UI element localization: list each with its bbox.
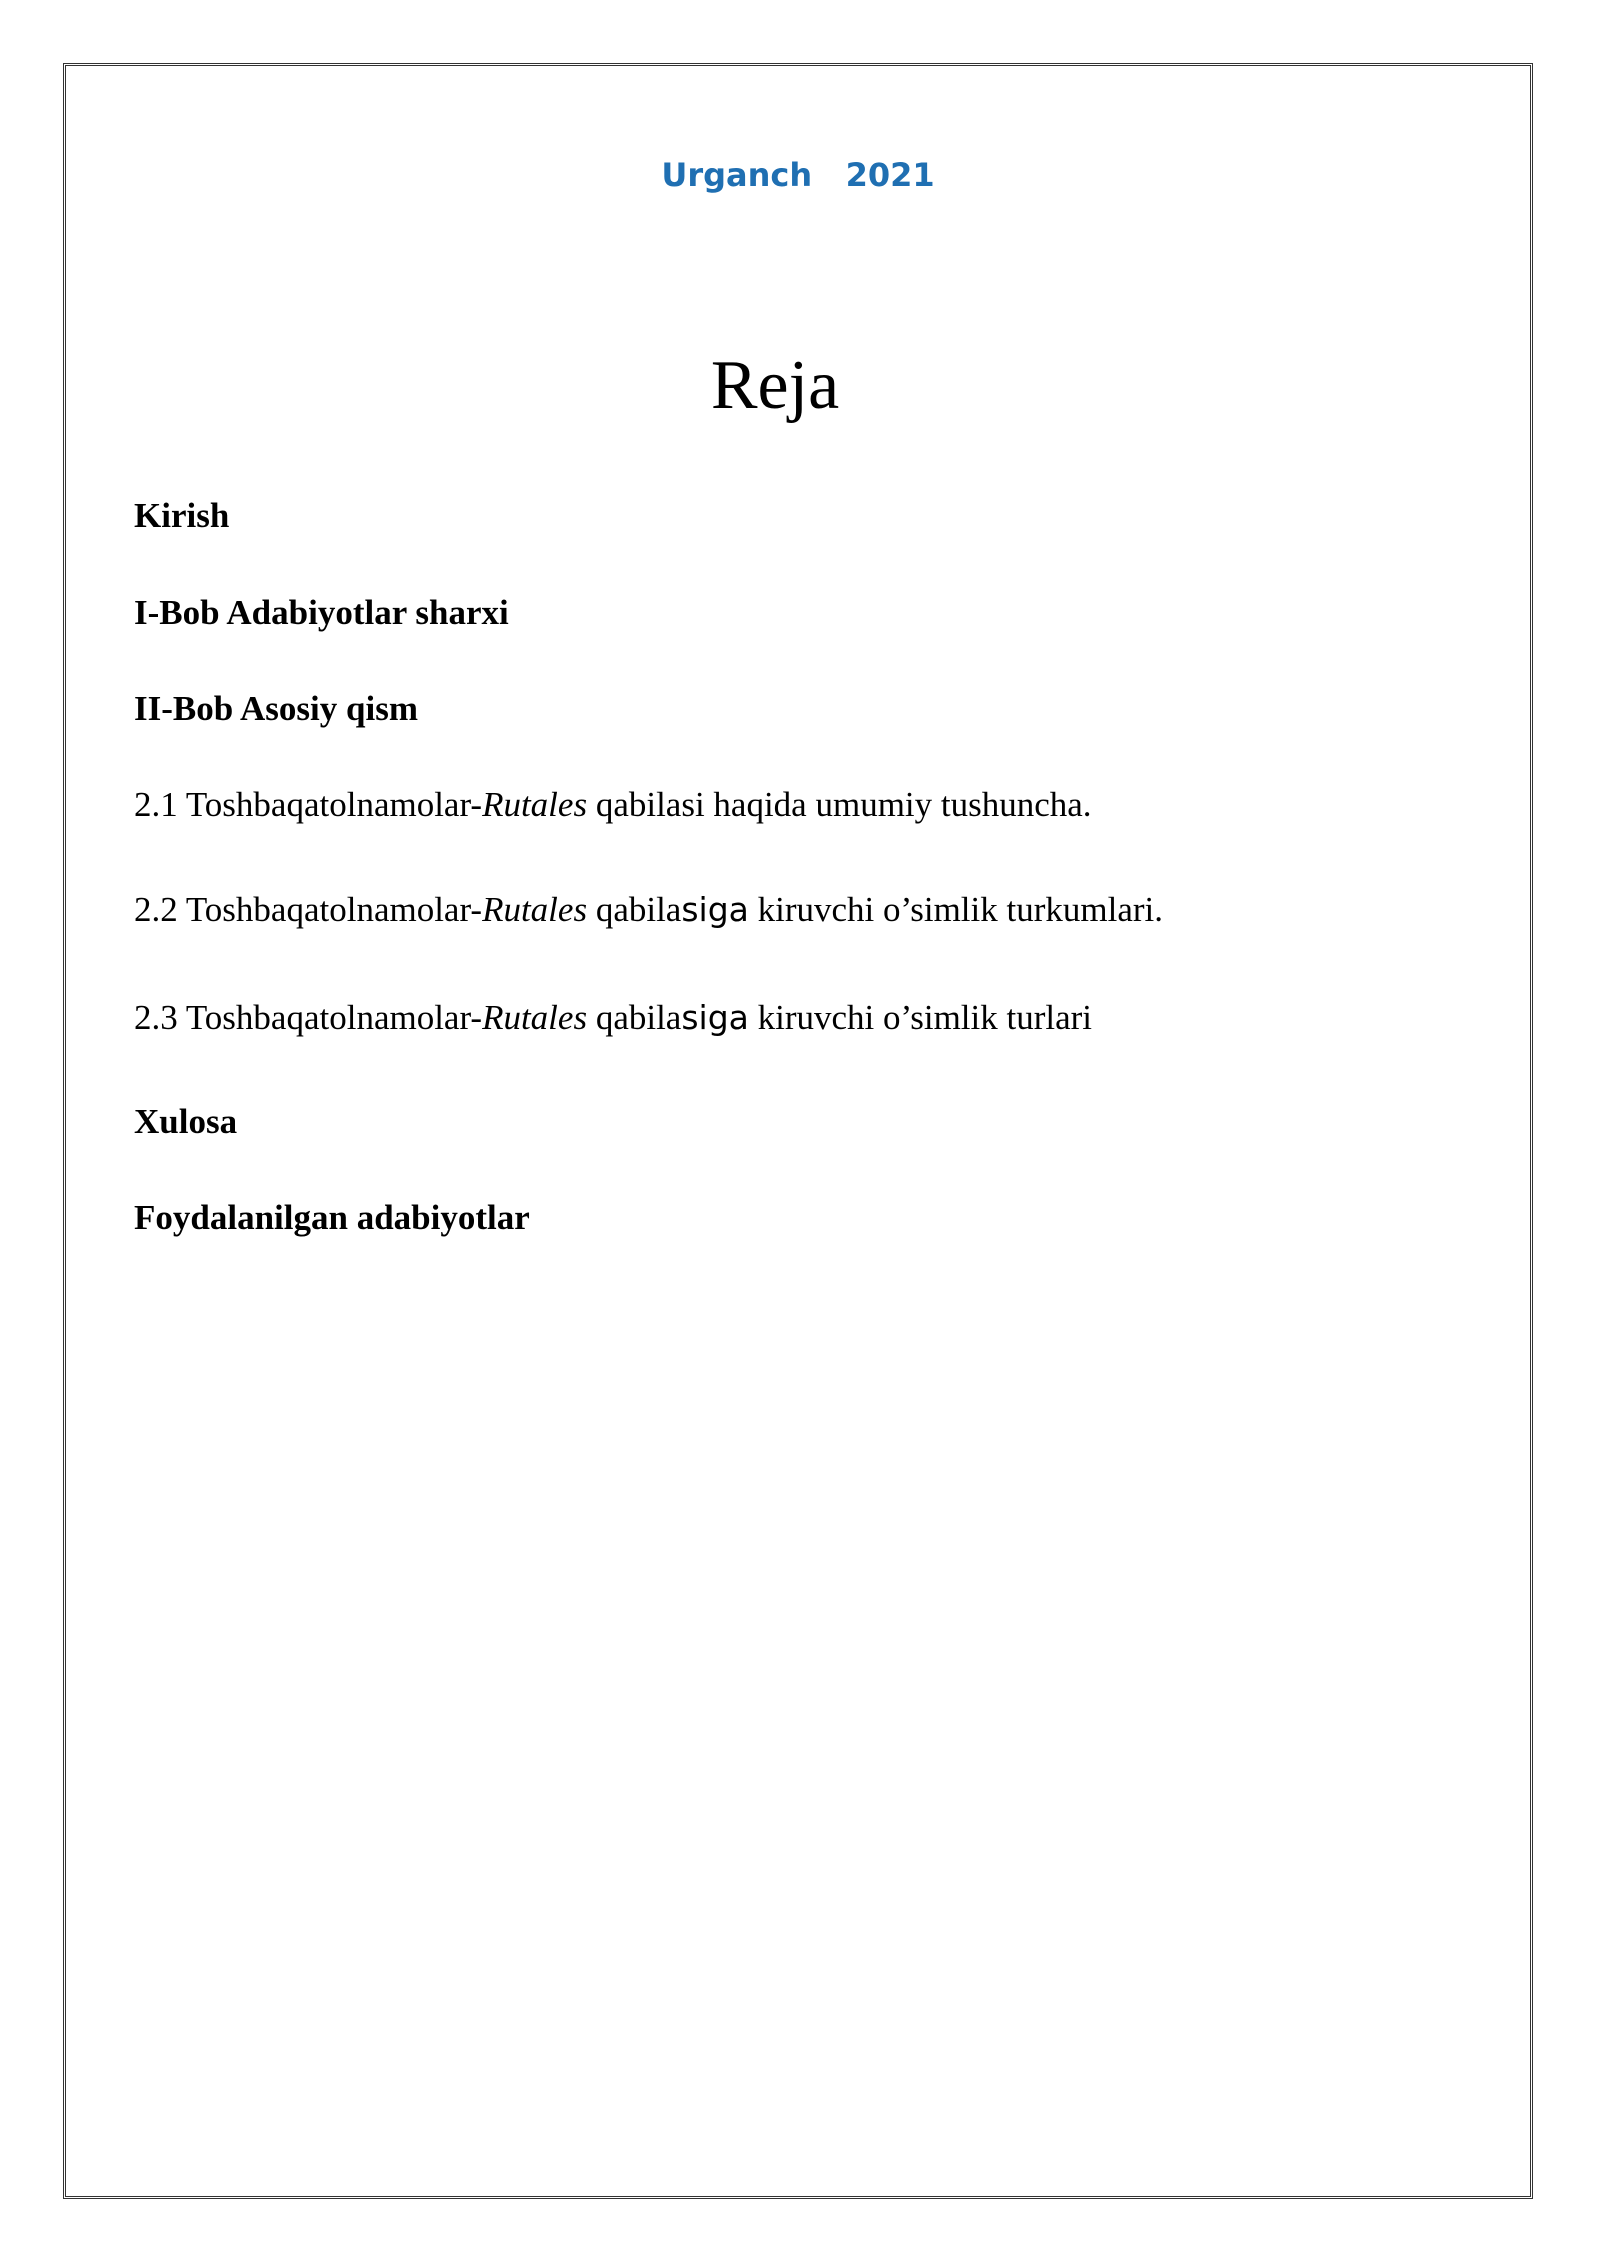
outline-chapter-2: II-Bob Asosiy qism (134, 689, 418, 728)
section-number: 2.3 (134, 998, 178, 1037)
section-number: 2.2 (134, 890, 178, 929)
outline-chapter-1: I-Bob Adabiyotlar sharxi (134, 593, 509, 632)
outline-section-2-3 (134, 998, 1092, 1038)
outline-intro: Kirish (134, 496, 230, 535)
section-tail: qabilasi haqida umumiy tushuncha. (587, 785, 1092, 824)
section-mid: qabila (587, 998, 682, 1037)
header-place-date (66, 156, 1530, 194)
section-tail: kiruvchi o’simlik turlari (748, 998, 1093, 1037)
section-taxon: Rutales (482, 890, 588, 929)
section-lead: Toshbaqatolnamolar- (177, 890, 483, 929)
section-lead: Toshbaqatolnamolar- (177, 998, 483, 1037)
section-taxon: Rutales (482, 998, 588, 1037)
header-city: Urganch (661, 156, 813, 194)
document-title: Reja (710, 347, 840, 424)
outline-references: Foydalanilgan adabiyotlar (134, 1198, 530, 1237)
section-tail: kiruvchi o’simlik turkumlari. (748, 890, 1163, 929)
section-lead: Toshbaqatolnamolar- (177, 785, 483, 824)
outline-section-2-1 (134, 785, 1092, 825)
section-taxon: Rutales (482, 785, 588, 824)
header-year: 2021 (845, 156, 935, 194)
outline-conclusion: Xulosa (134, 1102, 238, 1141)
outline-section-2-2 (134, 890, 1163, 930)
section-mid: qabila (587, 890, 682, 929)
page-frame (63, 63, 1533, 2199)
section-number: 2.1 (134, 785, 178, 824)
section-suffix: siga (681, 890, 749, 929)
section-suffix: siga (681, 998, 749, 1037)
